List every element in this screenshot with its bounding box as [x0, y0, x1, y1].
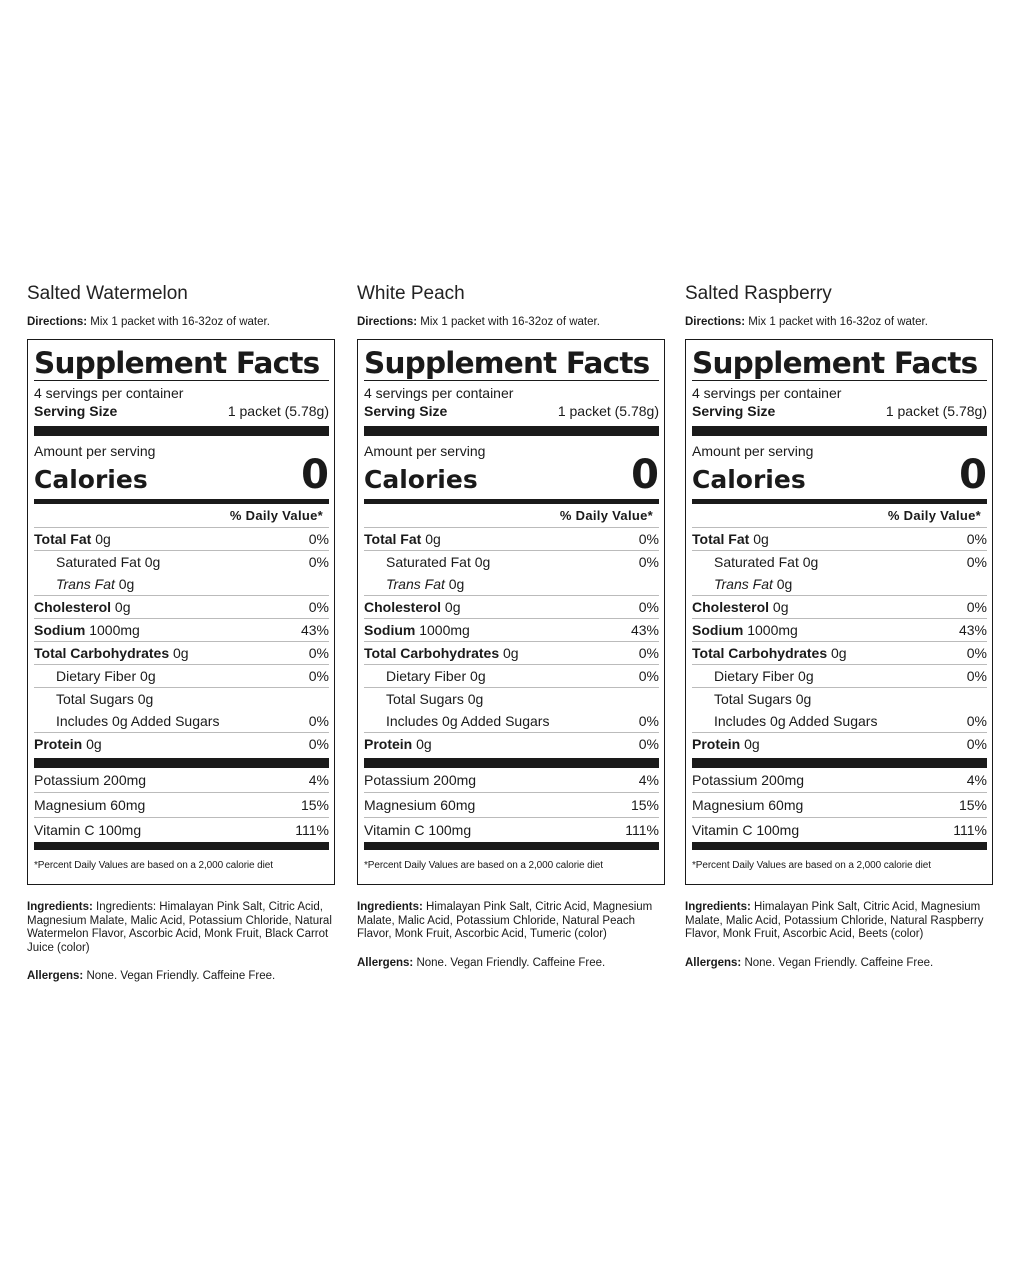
serving-size-label: Serving Size: [34, 403, 118, 419]
calories-value: 0: [959, 452, 987, 498]
nutrient-name: Cholesterol: [364, 599, 442, 615]
nutrient-name: Cholesterol: [34, 599, 112, 615]
nutrient-name: Protein: [364, 736, 413, 752]
nutrient-row-sodium: [34, 619, 329, 641]
nutrient-row-saturated-fat: [364, 551, 659, 573]
nutrient-amount: 0g: [795, 691, 812, 707]
nutrient-amount: 0g: [448, 576, 465, 592]
serving-size-value: 1 packet (5.78g): [885, 403, 987, 419]
nutrient-name: Total Sugars: [714, 691, 792, 707]
serving-size-row: [34, 402, 329, 426]
nutrient-row-total-carbohydrates: [364, 642, 659, 664]
calories-row: [692, 452, 987, 498]
nutrient-name: Saturated Fat: [386, 554, 471, 570]
amount-per-serving: Amount per serving: [364, 443, 486, 459]
daily-value-header: % Daily Value*: [887, 508, 981, 523]
nutrient-name: Dietary Fiber: [386, 668, 467, 684]
nutrient-name: Dietary Fiber: [56, 668, 137, 684]
daily-value-header: % Daily Value*: [559, 508, 653, 523]
nutrient-dv: 0%: [638, 599, 659, 615]
mineral-row-potassium: [692, 768, 987, 792]
calories-label: Calories: [34, 465, 148, 494]
nutrient-row-total-carbohydrates: [34, 642, 329, 664]
divider: [34, 380, 329, 381]
nutrient-name: Includes 0g Added Sugars: [714, 713, 878, 729]
footnote: *Percent Daily Values are based on a 2,000 calorie diet: [364, 860, 603, 871]
mineral-name: Potassium 200mg: [692, 772, 805, 788]
ingredients-label: Ingredients:: [685, 901, 751, 913]
mineral-row-magnesium: [692, 793, 987, 817]
nutrient-dv: 0%: [638, 668, 659, 684]
footnote: *Percent Daily Values are based on a 2,000 calorie diet: [34, 860, 273, 871]
nutrient-name: Includes 0g Added Sugars: [386, 713, 550, 729]
amount-per-serving: Amount per serving: [34, 443, 156, 459]
nutrient-row-dietary-fiber: [692, 665, 987, 687]
nutrient-row-cholesterol: [34, 596, 329, 618]
nutrient-amount: 0g: [444, 599, 461, 615]
mineral-dv: 4%: [308, 772, 329, 788]
servings-per-container: 4 servings per container: [692, 385, 842, 401]
nutrient-dv: 0%: [966, 668, 987, 684]
serving-size-value: 1 packet (5.78g): [557, 403, 659, 419]
nutrient-dv: 0%: [308, 554, 329, 570]
facts-title: Supplement Facts: [692, 346, 978, 380]
nutrient-name: Sodium: [364, 622, 416, 638]
mineral-dv: 15%: [300, 797, 329, 813]
servings-per-container: 4 servings per container: [364, 385, 514, 401]
supplement-facts-panel: [27, 339, 335, 885]
nutrient-row-added-sugars: [692, 710, 987, 732]
nutrient-row-cholesterol: [364, 596, 659, 618]
nutrient-amount: 0g: [831, 645, 847, 661]
serving-size-label: Serving Size: [364, 403, 448, 419]
nutrient-name: Saturated Fat: [714, 554, 799, 570]
nutrient-name: Protein: [692, 736, 741, 752]
ingredients: [357, 901, 665, 942]
directions-text: Mix 1 packet with 16-32oz of water.: [90, 316, 270, 328]
nutrient-amount: 0g: [416, 736, 432, 752]
calories-label: Calories: [692, 465, 806, 494]
nutrient-row-dietary-fiber: [34, 665, 329, 687]
nutrient-name: Dietary Fiber: [714, 668, 795, 684]
mineral-row-vitamin-c: [34, 818, 329, 842]
footnote: *Percent Daily Values are based on a 2,000 calorie diet: [692, 860, 931, 871]
facts-title: Supplement Facts: [34, 346, 320, 380]
mineral-dv: 111%: [295, 822, 329, 838]
nutrient-name: Total Carbohydrates: [364, 645, 500, 661]
flavor-title: Salted Raspberry: [685, 283, 832, 304]
mineral-name: Magnesium 60mg: [692, 797, 804, 813]
nutrient-row-total-sugars: [364, 688, 659, 710]
nutrient-amount: 1000mg: [747, 622, 798, 638]
divider: [692, 380, 987, 381]
facts-title: Supplement Facts: [364, 346, 650, 380]
amount-per-serving: Amount per serving: [692, 443, 814, 459]
nutrient-row-total-sugars: [34, 688, 329, 710]
mineral-row-potassium: [364, 768, 659, 792]
nutrient-amount: 0g: [474, 554, 491, 570]
mineral-name: Potassium 200mg: [34, 772, 147, 788]
allergens-label: Allergens:: [357, 956, 414, 969]
nutrient-amount: 0g: [144, 554, 161, 570]
nutrient-amount: 0g: [503, 645, 519, 661]
nutrient-amount: 0g: [470, 668, 486, 684]
mineral-row-vitamin-c: [364, 818, 659, 842]
divider-thick: [364, 426, 659, 436]
nutrient-name: Total Fat: [34, 531, 92, 547]
nutrient-amount: 0g: [140, 668, 156, 684]
directions-label: Directions:: [27, 316, 88, 328]
nutrient-amount: 0g: [95, 531, 111, 547]
nutrient-dv: 0%: [638, 554, 659, 570]
nutrient-row-added-sugars: [364, 710, 659, 732]
nutrient-dv: 0%: [308, 713, 329, 729]
nutrient-amount: 0g: [425, 531, 441, 547]
ingredients: [27, 901, 335, 955]
divider-thick: [692, 758, 987, 768]
nutrient-amount: 0g: [118, 576, 135, 592]
nutrient-row-total-fat: [364, 528, 659, 550]
nutrient-row-trans-fat: [34, 573, 329, 595]
nutrient-dv: 43%: [300, 622, 329, 638]
mineral-name: Vitamin C 100mg: [34, 822, 142, 838]
product-panel-white-peach: [357, 282, 665, 970]
daily-value-header: % Daily Value*: [229, 508, 323, 523]
nutrient-amount: 0g: [137, 691, 154, 707]
mineral-row-potassium: [34, 768, 329, 792]
calories-row: [34, 452, 329, 498]
mineral-row-magnesium: [34, 793, 329, 817]
divider-thick: [692, 426, 987, 436]
serving-size-value: 1 packet (5.78g): [227, 403, 329, 419]
nutrient-amount: 0g: [753, 531, 769, 547]
supplement-facts-panel: [685, 339, 993, 885]
nutrient-row-total-carbohydrates: [692, 642, 987, 664]
nutrient-dv: 0%: [966, 736, 987, 752]
nutrient-dv: 0%: [638, 713, 659, 729]
nutrient-name: Total Sugars: [56, 691, 134, 707]
nutrient-amount: 0g: [114, 599, 131, 615]
nutrient-name: Trans Fat: [56, 576, 115, 592]
nutrient-name: Saturated Fat: [56, 554, 141, 570]
allergens: [27, 969, 335, 983]
nutrient-dv: 0%: [638, 736, 659, 752]
nutrient-dv: 43%: [630, 622, 659, 638]
allergens-text: None. Vegan Friendly. Caffeine Free.: [86, 970, 276, 982]
nutrient-dv: 0%: [966, 554, 987, 570]
mineral-dv: 4%: [638, 772, 659, 788]
nutrient-dv: 0%: [308, 599, 329, 615]
nutrient-dv: 0%: [966, 645, 987, 661]
ingredients-text: Ingredients: Himalayan Pink Salt, Citric Acid, Magnesium Malate, Malic Acid, Potassium Chloride, Natural Watermelon Flavor, Ascorbic Acid, Monk Fruit, Black Carrot Juice (color): [27, 901, 332, 954]
divider-thick: [364, 758, 659, 768]
nutrient-row-trans-fat: [364, 573, 659, 595]
nutrient-name: Trans Fat: [714, 576, 773, 592]
serving-size-row: [692, 402, 987, 426]
mineral-dv: 15%: [958, 797, 987, 813]
nutrient-name: Total Fat: [692, 531, 750, 547]
mineral-name: Vitamin C 100mg: [692, 822, 800, 838]
product-panel-salted-raspberry: [685, 282, 993, 970]
nutrient-dv: 0%: [638, 531, 659, 547]
allergens-label: Allergens:: [685, 956, 742, 969]
mineral-row-vitamin-c: [692, 818, 987, 842]
divider-thick: [692, 842, 987, 850]
calories-value: 0: [301, 452, 329, 498]
directions-text: Mix 1 packet with 16-32oz of water.: [420, 316, 600, 328]
allergens-label: Allergens:: [27, 970, 84, 982]
nutrient-name: Cholesterol: [692, 599, 770, 615]
allergens: [685, 956, 993, 970]
nutrient-row-trans-fat: [692, 573, 987, 595]
nutrient-name: Total Fat: [364, 531, 422, 547]
nutrient-amount: 0g: [802, 554, 819, 570]
nutrient-amount: 0g: [772, 599, 789, 615]
nutrient-dv: 0%: [966, 713, 987, 729]
directions-text: Mix 1 packet with 16-32oz of water.: [748, 316, 928, 328]
nutrient-amount: 0g: [776, 576, 793, 592]
allergens-text: None. Vegan Friendly. Caffeine Free.: [416, 956, 606, 969]
nutrient-row-cholesterol: [692, 596, 987, 618]
nutrient-row-protein: [364, 733, 659, 755]
nutrient-dv: 0%: [966, 599, 987, 615]
ingredients-label: Ingredients:: [27, 901, 93, 913]
nutrient-row-total-sugars: [692, 688, 987, 710]
nutrient-row-total-fat: [692, 528, 987, 550]
nutrient-row-total-fat: [34, 528, 329, 550]
nutrient-amount: 0g: [173, 645, 189, 661]
mineral-dv: 111%: [625, 822, 659, 838]
mineral-name: Vitamin C 100mg: [364, 822, 472, 838]
nutrient-row-added-sugars: [34, 710, 329, 732]
nutrient-amount: 0g: [467, 691, 484, 707]
calories-value: 0: [631, 452, 659, 498]
divider-thick: [364, 842, 659, 850]
allergens: [357, 956, 665, 970]
ingredients-label: Ingredients:: [357, 901, 423, 913]
ingredients-text: Himalayan Pink Salt, Citric Acid, Magnesium Malate, Malic Acid, Potassium Chloride, Natural Peach Flavor, Monk Fruit, Ascorbic Acid, Tumeric (color): [357, 901, 653, 940]
nutrient-dv: 0%: [308, 668, 329, 684]
nutrient-row-sodium: [692, 619, 987, 641]
product-panel-salted-watermelon: [27, 282, 335, 983]
nutrient-amount: 1000mg: [419, 622, 470, 638]
nutrient-row-saturated-fat: [692, 551, 987, 573]
mineral-row-magnesium: [364, 793, 659, 817]
nutrient-name: Sodium: [34, 622, 86, 638]
mineral-name: Potassium 200mg: [364, 772, 477, 788]
divider: [364, 380, 659, 381]
flavor-title: White Peach: [357, 283, 465, 304]
nutrient-name: Includes 0g Added Sugars: [56, 713, 220, 729]
nutrient-name: Total Carbohydrates: [692, 645, 828, 661]
nutrient-dv: 43%: [958, 622, 987, 638]
directions: [27, 315, 335, 329]
nutrient-name: Trans Fat: [386, 576, 445, 592]
nutrient-row-dietary-fiber: [364, 665, 659, 687]
nutrient-name: Total Carbohydrates: [34, 645, 170, 661]
serving-size-row: [364, 402, 659, 426]
nutrient-amount: 0g: [86, 736, 102, 752]
nutrient-dv: 0%: [308, 736, 329, 752]
mineral-name: Magnesium 60mg: [364, 797, 476, 813]
ingredients-text: Himalayan Pink Salt, Citric Acid, Magnesium Malate, Malic Acid, Potassium Chloride, Natural Raspberry Flavor, Monk Fruit, Ascorbic Acid, Beets (color): [685, 901, 984, 940]
calories-label: Calories: [364, 465, 478, 494]
nutrient-row-saturated-fat: [34, 551, 329, 573]
calories-row: [364, 452, 659, 498]
mineral-name: Magnesium 60mg: [34, 797, 146, 813]
directions-label: Directions:: [685, 316, 746, 328]
mineral-dv: 4%: [966, 772, 987, 788]
supplement-facts-panel: [357, 339, 665, 885]
directions-label: Directions:: [357, 316, 418, 328]
mineral-dv: 15%: [630, 797, 659, 813]
divider-thick: [34, 758, 329, 768]
serving-size-label: Serving Size: [692, 403, 776, 419]
nutrient-dv: 0%: [638, 645, 659, 661]
mineral-dv: 111%: [953, 822, 987, 838]
ingredients: [685, 901, 993, 942]
directions: [357, 315, 665, 329]
nutrient-dv: 0%: [966, 531, 987, 547]
nutrient-name: Total Sugars: [386, 691, 464, 707]
flavor-title: Salted Watermelon: [27, 283, 188, 304]
divider-thick: [34, 426, 329, 436]
nutrient-name: Protein: [34, 736, 83, 752]
nutrient-row-protein: [34, 733, 329, 755]
divider-thick: [34, 842, 329, 850]
nutrient-dv: 0%: [308, 645, 329, 661]
nutrient-row-sodium: [364, 619, 659, 641]
nutrient-name: Sodium: [692, 622, 744, 638]
nutrient-amount: 0g: [744, 736, 760, 752]
nutrient-amount: 1000mg: [89, 622, 140, 638]
directions: [685, 315, 993, 329]
nutrient-row-protein: [692, 733, 987, 755]
nutrient-dv: 0%: [308, 531, 329, 547]
allergens-text: None. Vegan Friendly. Caffeine Free.: [744, 956, 934, 969]
servings-per-container: 4 servings per container: [34, 385, 184, 401]
nutrient-amount: 0g: [798, 668, 814, 684]
